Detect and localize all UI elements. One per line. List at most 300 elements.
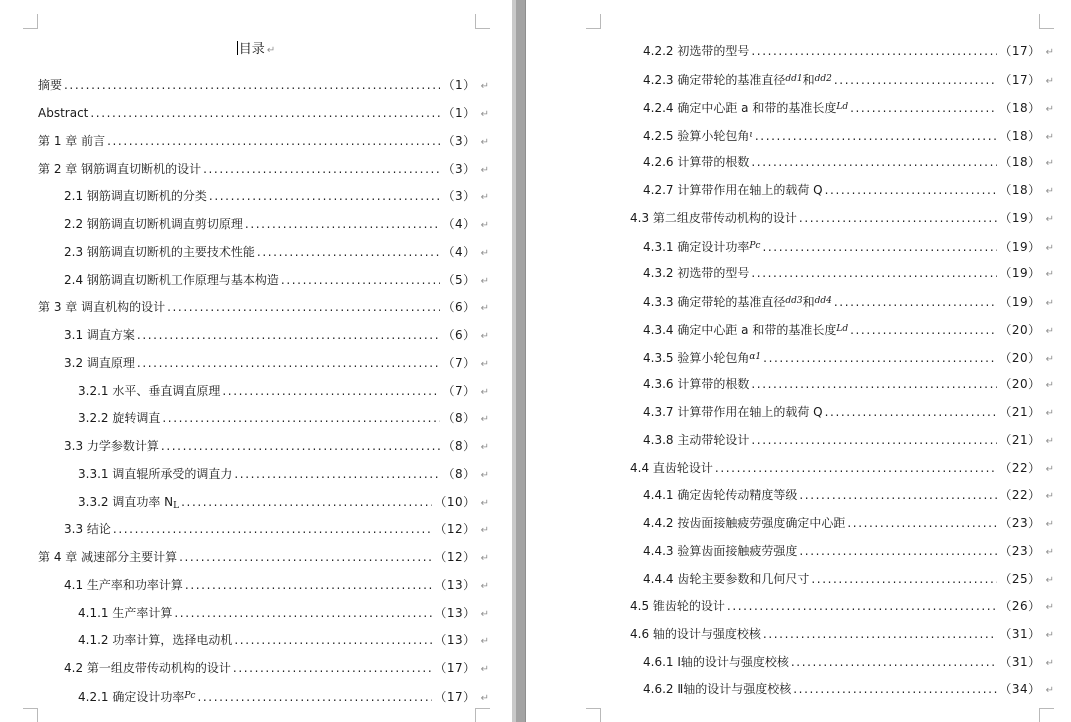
toc-entry-label <box>38 298 165 316</box>
toc-page-number: （18） <box>999 155 1041 169</box>
toc-page-number: （6） <box>442 300 476 314</box>
toc-entry-text: 4.5 锥齿轮的设计 <box>630 599 725 613</box>
toc-entry-label <box>64 215 243 233</box>
math-symbol: Pc <box>749 241 761 251</box>
dot-leader <box>751 264 997 282</box>
toc-entry-label <box>64 271 279 289</box>
toc-entry-text: 3.3.2 调直功率 N <box>78 495 174 509</box>
toc-entry-label <box>643 680 791 698</box>
toc-entry-text: 4.6.1 Ⅰ轴的设计与强度校核 <box>643 655 789 669</box>
toc-page-number: （19） <box>999 211 1041 225</box>
toc-page-number: （22） <box>999 461 1041 475</box>
toc-entry[interactable] <box>64 187 489 205</box>
dot-leader <box>245 215 441 233</box>
toc-entry-text: 4.6.2 Ⅱ轴的设计与强度校核 <box>643 682 792 696</box>
paragraph-mark: ↵ <box>480 636 489 647</box>
dot-leader <box>825 403 998 421</box>
paragraph-mark: ↵ <box>1045 491 1054 502</box>
dot-leader <box>791 653 997 671</box>
paragraph-mark: ↵ <box>480 248 489 259</box>
dot-leader <box>161 437 441 455</box>
toc-page-number: （8） <box>442 411 476 425</box>
paragraph-mark: ↵ <box>1045 602 1054 613</box>
toc-entry-text: 3.2.2 旋转调直 <box>78 411 161 425</box>
toc-page-number: （17） <box>999 73 1041 87</box>
toc-page-number: （4） <box>442 217 476 231</box>
toc-entry[interactable] <box>643 348 1054 366</box>
dot-leader <box>257 243 441 261</box>
toc-entry-text: 4.2 第一组皮带传动机构的设计 <box>64 661 231 675</box>
dot-leader <box>850 321 997 339</box>
math-symbol: Ld <box>836 324 849 334</box>
toc-page-number: （20） <box>999 377 1041 391</box>
dot-leader <box>727 597 997 615</box>
toc-page-number: （13） <box>434 633 476 647</box>
math-symbol: dd4 <box>814 296 832 306</box>
toc-page-number: （26） <box>999 599 1041 613</box>
toc-heading[interactable] <box>0 40 512 60</box>
toc-page-number: （6） <box>442 328 476 342</box>
toc-page-number: （1） <box>442 106 476 120</box>
toc-page-number: （3） <box>442 162 476 176</box>
paragraph-mark: ↵ <box>480 693 489 704</box>
toc-entry-text: 2.4 钢筋调直切断机工作原理与基本构造 <box>64 273 279 287</box>
toc-page-number: （17） <box>999 44 1041 58</box>
toc-page-number: （18） <box>999 129 1041 143</box>
paragraph-mark: ↵ <box>1045 354 1054 365</box>
dot-leader <box>185 576 432 594</box>
paragraph-mark: ↵ <box>266 45 276 56</box>
toc-entry-text: 4.4.1 确定齿轮传动精度等级 <box>643 488 798 502</box>
toc-entry-label <box>38 132 105 150</box>
toc-entry[interactable] <box>64 215 489 233</box>
paragraph-mark: ↵ <box>1045 76 1054 87</box>
toc-page-number: （17） <box>434 690 476 704</box>
toc-page-number: （12） <box>434 550 476 564</box>
paragraph-mark: ↵ <box>480 359 489 370</box>
toc-entry-label <box>643 431 749 449</box>
toc-entry[interactable] <box>643 126 1054 144</box>
toc-entry[interactable] <box>643 181 1054 199</box>
toc-page-number: （10） <box>434 495 476 509</box>
toc-entry[interactable] <box>643 320 1054 338</box>
toc-entry-label <box>630 459 713 477</box>
toc-entry-label <box>643 292 832 311</box>
toc-entry[interactable] <box>64 520 489 538</box>
crop-mark <box>475 708 490 722</box>
dot-leader <box>137 326 441 344</box>
math-symbol: dd3 <box>785 296 803 306</box>
toc-page-number: （18） <box>999 183 1041 197</box>
toc-entry-text: 3.3.1 调直辊所承受的调直力 <box>78 467 233 481</box>
toc-entry-label <box>78 604 172 622</box>
toc-entry[interactable] <box>643 153 1054 171</box>
toc-page-number: （21） <box>999 405 1041 419</box>
dot-leader <box>234 465 440 483</box>
paragraph-mark: ↵ <box>1045 47 1054 58</box>
toc-entry-label <box>78 465 232 483</box>
dot-leader <box>751 153 997 171</box>
toc-entry-label <box>38 104 88 122</box>
toc-entry-text: 第 2 章 钢筋调直切断机的设计 <box>38 162 202 176</box>
toc-entry[interactable] <box>630 625 1054 643</box>
toc-entry-label <box>643 98 848 117</box>
toc-entry[interactable] <box>38 160 489 178</box>
toc-page-number: （20） <box>999 323 1041 337</box>
toc-entry-text: 第 1 章 前言 <box>38 134 106 148</box>
dot-leader <box>755 127 997 145</box>
dot-leader <box>174 604 432 622</box>
toc-page-number: （20） <box>999 351 1041 365</box>
toc-entry[interactable] <box>643 42 1054 60</box>
document-page-right[interactable] <box>526 0 1071 722</box>
toc-entry-text: 4.3.1 确定设计功率 <box>643 240 750 254</box>
toc-page-number: （8） <box>442 467 476 481</box>
dot-leader <box>763 625 997 643</box>
toc-entry-label <box>630 625 761 643</box>
toc-entry-label <box>643 542 797 560</box>
paragraph-mark: ↵ <box>480 109 489 120</box>
crop-mark <box>1039 708 1054 722</box>
toc-entry-label <box>64 520 111 538</box>
toc-page-number: （7） <box>442 356 476 370</box>
toc-entry[interactable] <box>64 243 489 261</box>
document-page-left[interactable] <box>0 0 512 722</box>
toc-entry[interactable] <box>643 403 1054 421</box>
toc-entry[interactable] <box>643 514 1054 532</box>
paragraph-mark: ↵ <box>480 81 489 92</box>
toc-entry[interactable] <box>643 237 1054 255</box>
toc-entry[interactable] <box>38 104 489 122</box>
dot-leader <box>162 409 440 427</box>
symbol-subscript: L <box>173 501 180 511</box>
toc-page-number: （34） <box>999 682 1041 696</box>
toc-entry-label <box>643 514 845 532</box>
toc-entry[interactable] <box>643 653 1054 671</box>
toc-entry[interactable] <box>643 70 1054 88</box>
toc-entry[interactable] <box>643 542 1054 560</box>
toc-entry-label <box>643 264 749 282</box>
toc-page-number: （3） <box>442 189 476 203</box>
toc-page-number: （21） <box>999 433 1041 447</box>
paragraph-mark: ↵ <box>1045 298 1054 309</box>
toc-entry[interactable] <box>78 382 489 400</box>
paragraph-mark: ↵ <box>480 525 489 536</box>
paragraph-mark: ↵ <box>480 137 489 148</box>
toc-entry[interactable] <box>64 354 489 372</box>
dot-leader <box>751 431 997 449</box>
toc-entry[interactable] <box>38 548 489 566</box>
toc-entry[interactable] <box>643 680 1054 698</box>
toc-entry-text: 4.3.7 计算带作用在轴上的载荷 Q <box>643 405 823 419</box>
toc-page-number: （12） <box>434 522 476 536</box>
dot-leader <box>107 132 440 150</box>
paragraph-mark: ↵ <box>480 165 489 176</box>
dot-leader <box>64 76 440 94</box>
dot-leader <box>90 104 440 122</box>
paragraph-mark: ↵ <box>1045 575 1054 586</box>
paragraph-mark: ↵ <box>1045 326 1054 337</box>
toc-entry[interactable] <box>630 597 1054 615</box>
toc-entry-label <box>64 354 135 372</box>
toc-entry-text: 和 <box>802 295 815 309</box>
dot-leader <box>850 99 997 117</box>
toc-entry-text: 3.3 结论 <box>64 522 111 536</box>
paragraph-mark: ↵ <box>1045 214 1054 225</box>
toc-page-number: （13） <box>434 578 476 592</box>
paragraph-mark: ↵ <box>1045 547 1054 558</box>
toc-page-number: （23） <box>999 544 1041 558</box>
paragraph-mark: ↵ <box>1045 630 1054 641</box>
toc-page-number: （23） <box>999 516 1041 530</box>
paragraph-mark: ↵ <box>480 442 489 453</box>
dot-leader <box>799 486 997 504</box>
crop-mark <box>586 14 601 29</box>
toc-entry[interactable] <box>78 493 489 511</box>
toc-entry-text: 摘要 <box>38 78 63 92</box>
toc-entry-text: 2.1 钢筋调直切断机的分类 <box>64 189 207 203</box>
toc-entry-text: 4.2.7 计算带作用在轴上的载荷 Q <box>643 183 823 197</box>
toc-entry-label <box>38 76 62 94</box>
dot-leader <box>181 493 432 511</box>
dot-leader <box>197 688 432 706</box>
crop-mark <box>475 14 490 29</box>
dot-leader <box>203 160 440 178</box>
toc-entry-text: 4.1.1 生产率计算 <box>78 606 173 620</box>
dot-leader <box>834 71 997 89</box>
toc-entry-label <box>643 153 749 171</box>
paragraph-mark: ↵ <box>480 303 489 314</box>
toc-entry[interactable] <box>78 631 489 649</box>
math-symbol: dd2 <box>814 74 832 84</box>
dot-leader <box>113 520 432 538</box>
toc-entry-text: 4.4.2 按齿面接触疲劳强度确定中心距 <box>643 516 846 530</box>
toc-entry[interactable] <box>38 298 489 316</box>
toc-entry-text: 4.3.6 计算带的根数 <box>643 377 750 391</box>
paragraph-mark: ↵ <box>480 331 489 342</box>
toc-page-number: （3） <box>442 134 476 148</box>
toc-entry-text: 第 3 章 调直机构的设计 <box>38 300 166 314</box>
crop-mark <box>23 14 38 29</box>
toc-entry[interactable] <box>643 375 1054 393</box>
toc-entry-text: 4.2.4 确定中心距 a 和带的基准长度 <box>643 101 837 115</box>
toc-entry-text: 3.2.1 水平、垂直调直原理 <box>78 384 221 398</box>
toc-entry-label <box>643 375 749 393</box>
toc-page-number: （5） <box>442 273 476 287</box>
dot-leader <box>825 181 998 199</box>
toc-page-number: （25） <box>999 572 1041 586</box>
paragraph-mark: ↵ <box>480 414 489 425</box>
toc-entry-label <box>78 382 220 400</box>
paragraph-mark: ↵ <box>480 609 489 620</box>
dot-leader <box>234 631 432 649</box>
dot-leader <box>799 542 997 560</box>
dot-leader <box>751 42 997 60</box>
dot-leader <box>811 570 997 588</box>
toc-entry-text: 4.1.2 功率计算，选择电动机 <box>78 633 233 647</box>
paragraph-mark: ↵ <box>480 192 489 203</box>
toc-entry-label <box>64 576 183 594</box>
dot-leader <box>715 459 997 477</box>
toc-entry-label <box>643 237 760 256</box>
toc-entry-text: 3.3 力学参数计算 <box>64 439 159 453</box>
toc-entry-label <box>64 659 231 677</box>
toc-entry-label <box>643 126 753 145</box>
crop-mark <box>1039 14 1054 29</box>
toc-entry-text: 4.4.4 齿轮主要参数和几何尺寸 <box>643 572 810 586</box>
toc-entry-label <box>630 209 797 227</box>
toc-entry[interactable] <box>78 409 489 427</box>
toc-entry-text: 4.2.1 确定设计功率 <box>78 690 185 704</box>
paragraph-mark: ↵ <box>1045 269 1054 280</box>
toc-entry-label <box>643 570 809 588</box>
toc-entry[interactable] <box>64 437 489 455</box>
paragraph-mark: ↵ <box>1045 436 1054 447</box>
paragraph-mark: ↵ <box>480 387 489 398</box>
toc-entry[interactable] <box>78 604 489 622</box>
dot-leader <box>847 514 997 532</box>
toc-entry-text: 4.4.3 验算齿面接触疲劳强度 <box>643 544 798 558</box>
paragraph-mark: ↵ <box>1045 132 1054 143</box>
toc-entry-text: 4.1 生产率和功率计算 <box>64 578 183 592</box>
paragraph-mark: ↵ <box>1045 464 1054 475</box>
dot-leader <box>751 375 997 393</box>
dot-leader <box>799 209 997 227</box>
toc-entry-label <box>38 160 201 178</box>
paragraph-mark: ↵ <box>1045 519 1054 530</box>
toc-entry[interactable] <box>643 570 1054 588</box>
toc-entry-label <box>78 493 179 515</box>
toc-entry-label <box>64 243 255 261</box>
toc-entry[interactable] <box>643 431 1054 449</box>
dot-leader <box>137 354 441 372</box>
toc-page-number: （19） <box>999 295 1041 309</box>
dot-leader <box>167 298 440 316</box>
toc-page-number: （1） <box>442 78 476 92</box>
dot-leader <box>763 349 997 367</box>
toc-entry-label <box>643 403 823 421</box>
toc-heading-text: 目录 <box>238 42 265 57</box>
dot-leader <box>281 271 441 289</box>
dot-leader <box>179 548 432 566</box>
dot-leader <box>762 238 997 256</box>
paragraph-mark: ↵ <box>1045 104 1054 115</box>
dot-leader <box>834 293 997 311</box>
page-gap-shadow <box>512 0 516 722</box>
math-symbol: dd1 <box>785 74 803 84</box>
toc-entry[interactable] <box>64 576 489 594</box>
toc-entry-label <box>643 486 797 504</box>
toc-page-number: （13） <box>434 606 476 620</box>
toc-entry-label <box>643 653 789 671</box>
toc-page-number: （17） <box>434 661 476 675</box>
paragraph-mark: ↵ <box>480 498 489 509</box>
toc-entry[interactable] <box>78 687 489 705</box>
toc-entry-label <box>643 42 749 60</box>
text-cursor <box>237 41 238 55</box>
toc-entry-text: 4.3.5 验算小轮包角 <box>643 351 750 365</box>
math-symbol: ι <box>749 130 753 140</box>
toc-entry-text: 4.6 轴的设计与强度校核 <box>630 627 761 641</box>
toc-entry[interactable] <box>643 292 1054 310</box>
toc-entry-text: 4.3.8 主动带轮设计 <box>643 433 750 447</box>
toc-entry[interactable] <box>64 659 489 677</box>
dot-leader <box>209 187 441 205</box>
toc-entry-text: 4.3.3 确定带轮的基准直径 <box>643 295 786 309</box>
toc-page-number: （4） <box>442 245 476 259</box>
toc-page-number: （22） <box>999 488 1041 502</box>
toc-entry-label <box>64 437 159 455</box>
toc-entry-text: 和 <box>802 73 815 87</box>
toc-entry-text: 3.1 调直方案 <box>64 328 135 342</box>
toc-entry[interactable] <box>643 486 1054 504</box>
math-symbol: Pc <box>184 691 196 701</box>
toc-page-number: （31） <box>999 655 1041 669</box>
toc-entry-text: 第 4 章 减速部分主要计算 <box>38 550 178 564</box>
paragraph-mark: ↵ <box>480 553 489 564</box>
paragraph-mark: ↵ <box>1045 658 1054 669</box>
crop-mark <box>586 708 601 722</box>
toc-entry-text: 4.3.4 确定中心距 a 和带的基准长度 <box>643 323 837 337</box>
toc-entry[interactable] <box>78 465 489 483</box>
paragraph-mark: ↵ <box>480 276 489 287</box>
paragraph-mark: ↵ <box>480 220 489 231</box>
toc-entry-label <box>38 548 177 566</box>
paragraph-mark: ↵ <box>480 581 489 592</box>
dot-leader <box>222 382 440 400</box>
toc-entry-text: 4.3 第二组皮带传动机构的设计 <box>630 211 797 225</box>
toc-page-number: （31） <box>999 627 1041 641</box>
toc-entry[interactable] <box>38 132 489 150</box>
toc-entry-label <box>630 597 725 615</box>
paragraph-mark: ↵ <box>1045 243 1054 254</box>
toc-entry[interactable] <box>630 209 1054 227</box>
toc-entry-label <box>64 326 135 344</box>
math-symbol: α1 <box>749 352 762 362</box>
toc-entry-text: 4.2.5 验算小轮包角 <box>643 129 750 143</box>
toc-entry[interactable] <box>64 271 489 289</box>
toc-entry[interactable] <box>38 76 489 94</box>
toc-entry[interactable] <box>630 459 1054 477</box>
paragraph-mark: ↵ <box>1045 380 1054 391</box>
toc-page-number: （8） <box>442 439 476 453</box>
toc-entry-text: 3.2 调直原理 <box>64 356 135 370</box>
toc-entry-text: 4.2.6 计算带的根数 <box>643 155 750 169</box>
toc-entry-text: 4.3.2 初选带的型号 <box>643 266 750 280</box>
paragraph-mark: ↵ <box>480 664 489 675</box>
dot-leader <box>793 680 997 698</box>
toc-page-number: （18） <box>999 101 1041 115</box>
toc-entry[interactable] <box>64 326 489 344</box>
toc-entry[interactable] <box>643 98 1054 116</box>
crop-mark <box>23 708 38 722</box>
paragraph-mark: ↵ <box>1045 158 1054 169</box>
toc-page-number: （7） <box>442 384 476 398</box>
paragraph-mark: ↵ <box>1045 186 1054 197</box>
toc-entry-text: 2.3 钢筋调直切断机的主要技术性能 <box>64 245 255 259</box>
toc-page-number: （19） <box>999 240 1041 254</box>
toc-entry-label <box>78 409 160 427</box>
dot-leader <box>233 659 432 677</box>
toc-page-number: （19） <box>999 266 1041 280</box>
paragraph-mark: ↵ <box>480 470 489 481</box>
toc-entry-text: Abstract <box>38 106 89 120</box>
toc-entry-label <box>643 181 823 199</box>
toc-entry-text: 4.2.3 确定带轮的基准直径 <box>643 73 786 87</box>
toc-entry-label <box>78 631 232 649</box>
toc-entry-label <box>64 187 207 205</box>
toc-entry[interactable] <box>643 264 1054 282</box>
